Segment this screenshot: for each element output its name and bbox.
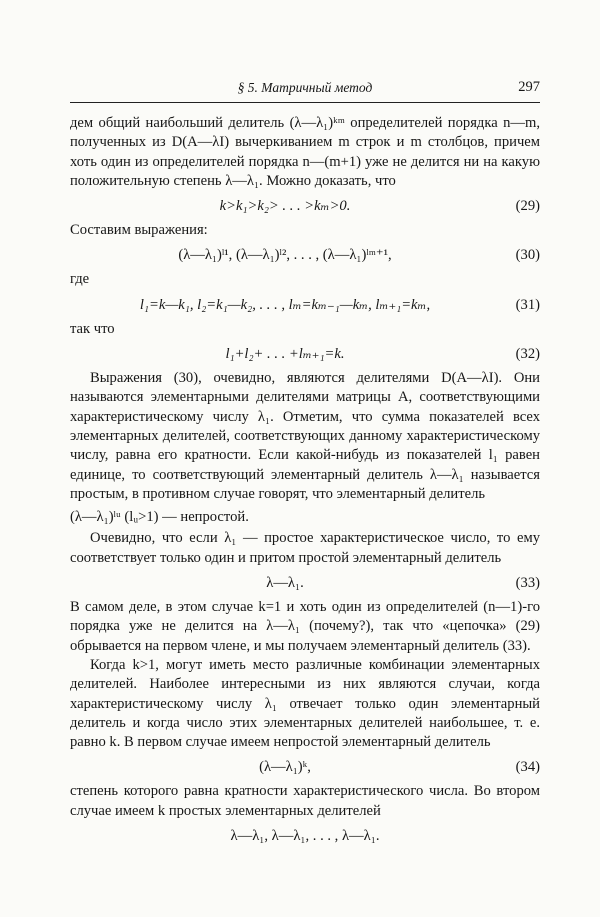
equation-29-number: (29) <box>515 198 540 215</box>
equation-29-formula: k>k₁>k₂> . . . >kₘ>0. <box>219 198 351 215</box>
section-title: § 5. Матричный метод <box>237 80 373 95</box>
label-where: где <box>70 271 90 288</box>
equation-34 <box>70 753 540 781</box>
equation-33-formula: λ—λ₁. <box>266 575 304 592</box>
equation-33-number: (33) <box>515 575 540 592</box>
equation-30 <box>70 241 540 269</box>
page-body <box>70 114 540 851</box>
equation-34-formula: (λ—λ₁)ᵏ, <box>259 759 311 776</box>
equation-30-number: (30) <box>515 247 540 264</box>
running-header <box>70 78 540 103</box>
equation-31-number: (31) <box>515 296 540 313</box>
line-nonsimple: (λ—λ₁)ˡᵘ (lᵤ>1) — непростой. <box>70 509 249 526</box>
equation-32-number: (32) <box>515 346 540 363</box>
paragraph-1: дем общий наибольший делитель (λ—λ₁)ᵏᵐ определителей порядка n—m, полученных из D(A—λI) вычеркиванием m строк и m столбцов, причем хоть один из определителей порядка n—(m+1) уже не делится ни на какую положительную степень λ—λ₁. Можно доказать, что <box>70 115 540 189</box>
equation-29 <box>70 192 540 220</box>
label-compose: Составим выражения: <box>70 222 208 239</box>
paragraph-6: степень которого равна кратности характеристического числа. Во втором случае имеем k простых элементарных делителей <box>70 783 540 819</box>
equation-31-formula: l₁=k—k₁, l₂=k₁—k₂, . . . , lₘ=kₘ₋₁—kₘ, lₘ₊₁=kₘ, <box>139 296 431 313</box>
label-sothat: так что <box>70 320 115 337</box>
paragraph-3: Очевидно, что если λ₁ — простое характеристическое число, то ему соответствует только один и притом простой элементарный делитель <box>70 530 540 566</box>
equation-30-formula: (λ—λ₁)ˡ¹, (λ—λ₁)ˡ², . . . , (λ—λ₁)ˡᵐ⁺¹, <box>178 247 392 264</box>
paragraph-5: Когда k>1, могут иметь место различные комбинации элементарных делителей. Наиболее интересными из них являются случаи, когда характеристическому числу λ₁ отвечает только один элементарный делитель и когда число этих элементарных делителей наибольшее, т. е. равно k. В первом случае имеем непростой элементарный делитель <box>70 656 540 751</box>
page-number: 297 <box>518 79 540 95</box>
equation-final-formula: λ—λ₁, λ—λ₁, . . . , λ—λ₁. <box>230 828 380 845</box>
equation-final <box>70 822 540 850</box>
equation-31 <box>70 291 540 319</box>
equation-34-number: (34) <box>515 759 540 776</box>
equation-33 <box>70 569 540 597</box>
paragraph-4: В самом деле, в этом случае k=1 и хоть один из определителей (n—1)-го порядка уже не делится на λ—λ₁ (почему?), так что «цепочка» (29) обрывается на первом члене, и мы получаем элементарный делитель (33). <box>70 599 540 654</box>
equation-32-formula: l₁+l₂+ . . . +lₘ₊₁=k. <box>225 346 345 363</box>
equation-32 <box>70 340 540 368</box>
paragraph-2: Выражения (30), очевидно, являются делителями D(A—λI). Они называются элементарными делителями матрицы A, соответствующими характеристическому числу λ₁. Отметим, что сумма показателей всех элементарных делителей, соответствующих данному характеристическому числу, равна его кратности. Если какой-нибудь из показателей l₁ равен единице, то соответствующий элементарный делитель λ—λ₁ называется простым, в противном случае говорят, что элементарный делитель <box>70 370 540 502</box>
